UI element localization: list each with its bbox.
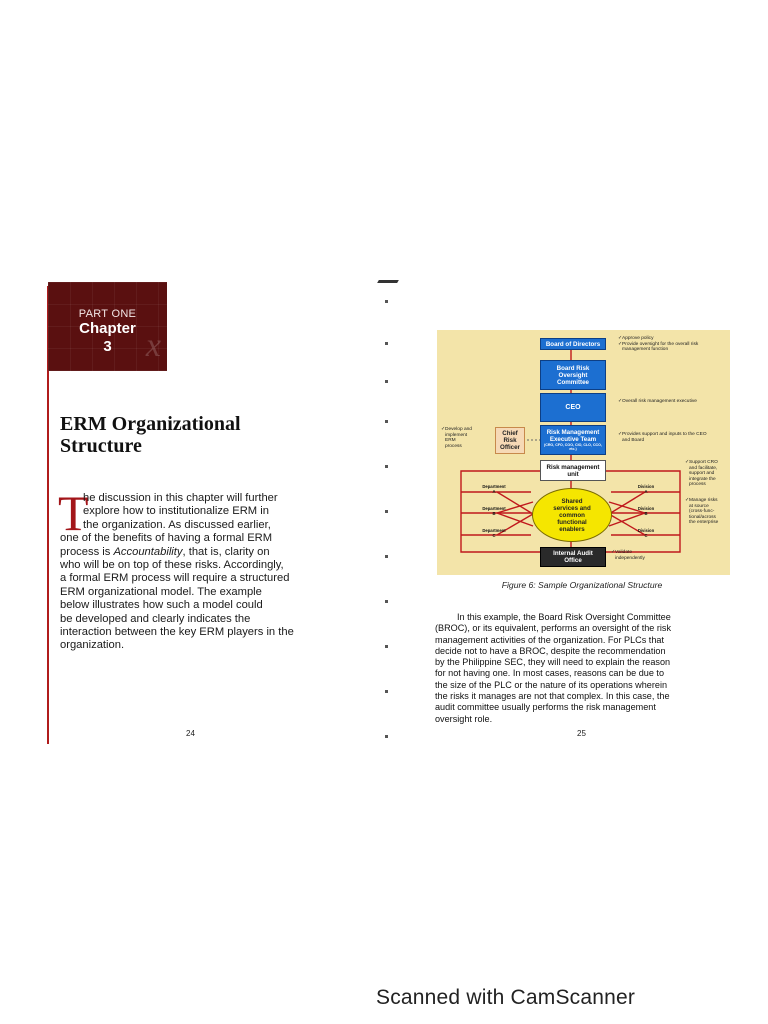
chapter-title-line: ERM Organizational [60,413,241,435]
note-line: (cross-func- [689,509,715,515]
text-line [60,546,328,559]
note-line: process [689,482,706,488]
label-line: B [492,511,496,516]
board-of-directors-box: Board of Directors [540,338,606,350]
box-subline: (CRO, CFO, COO, CIO, CLO, CCO, etc.) [544,442,602,451]
ellipse-line: common [559,511,585,519]
text-line: for not having one. In most cases, reasons can be due to [435,668,664,679]
ceo-note [618,399,728,405]
risk-management-unit-box [540,460,606,481]
chapter-number: 3 [103,338,112,355]
ellipse-line: services and [553,504,591,512]
text-line: ERM organizational model. The example [60,585,262,598]
label-line: A [644,489,648,494]
audit-note [611,550,671,561]
page-number-left: 24 [186,729,195,738]
box-line: unit [567,470,579,478]
box-line: Chief [502,430,518,437]
division-b-label [632,506,660,516]
drop-cap: T [58,485,89,541]
text-line: organization. [60,639,125,652]
ellipse-line: Shared [561,497,583,505]
box-line: Risk Management [546,428,600,436]
emphasis-accountability: Accountability [113,545,183,558]
gutter-mark [385,300,388,303]
chapter-banner [48,282,167,371]
note-line: independently [615,555,645,561]
label-line: C [644,533,648,538]
text-line: who will be on top of these risks. Accordingly, [60,559,284,572]
note-line: management function [622,347,669,353]
note-line: ✓Overall risk management executive [618,399,697,404]
text-line: decide not to have a BROC, despite the recommendation [435,645,666,656]
text-line: below illustrates how such a model could [60,599,263,612]
banner-decoration: x [145,327,161,364]
note-line: and facilitate, [689,465,718,471]
label-line: Division [637,484,655,489]
box-line: Committee [557,378,589,386]
label-line: C [492,533,496,538]
note-line: the enterprise [689,520,719,526]
gutter-mark [385,465,388,468]
text-line: be developed and clearly indicates the [60,612,251,625]
label-line: Department [482,528,506,533]
text-fragment: , that is, clarity on [182,545,270,558]
box-line: Board Risk [556,364,590,372]
gutter-mark [385,342,388,345]
figure-caption: Figure 6: Sample Organizational Structure [501,580,663,590]
text-line: a formal ERM process will require a structured [60,572,290,585]
division-a-label [632,484,660,494]
ellipse-line: enablers [559,525,585,533]
label-line: B [644,511,648,516]
gutter-arrow-mark [377,280,399,283]
text-line: one of the benefits of having a formal ERM [60,532,273,545]
note-line: and Board [622,437,645,443]
right-body-paragraph [435,612,735,725]
label-line: Department [482,484,506,489]
department-a-label [479,484,509,494]
label-line: Department [482,506,506,511]
internal-audit-office-box [540,547,606,567]
text-line: he discussion in this chapter will further [83,492,278,504]
rmet-note [618,432,728,443]
part-label: PART ONE [78,308,137,320]
text-line: by the Philippine SEC, they will need to explain the reason [435,657,671,668]
text-line: In this example, the Board Risk Oversight Committee [457,612,671,622]
gutter-mark [385,645,388,648]
note-line: ✓Provide oversight for the overall risk [618,341,699,347]
org-structure-figure [437,330,730,575]
text-line: the size of the PLC or the nature of its operations wherein [435,679,668,690]
text-line: the organization. As discussed earlier, [83,518,271,531]
chapter-title-line: Structure [60,435,142,457]
divisions-note [685,498,729,526]
text-line: management activities of the organization. For PLCs that [435,634,664,645]
note-line: ✓Validate [611,550,632,555]
intro-paragraph [60,492,328,653]
chapter-title [60,413,330,457]
board-note [618,336,728,353]
camscanner-watermark: Scanned with CamScanner [376,986,636,1009]
box-line: Officer [500,444,520,451]
box-line: Internal Audit [553,550,593,557]
risk-management-executive-team-box [540,425,606,455]
cro-note [441,427,491,449]
note-line: at source [689,503,709,509]
text-line: oversight role. [435,713,493,724]
box-line: Oversight [558,371,588,379]
shared-services-ellipse [532,488,612,542]
chief-risk-officer-box [495,427,525,454]
note-line: ✓Provides support and inputs to the CEO [618,432,707,437]
ceo-box: CEO [540,393,606,422]
text-line: audit committee usually performs the risk management [435,702,656,713]
text-line: (BROC), or its equivalent, performs an oversight of the risk [435,623,672,634]
note-line: ✓Manage risks [685,498,718,503]
note-line: process [445,443,462,449]
text-line: the risks it manages are not that complex. In this case, the [435,691,670,702]
gutter-mark [385,420,388,423]
text-line: explore how to institutionalize ERM in [83,505,269,518]
note-line: implement [445,432,468,438]
gutter-mark [385,600,388,603]
label-line: A [492,489,496,494]
label-line: Division [637,506,655,511]
box-line: Executive Team [549,435,597,443]
gutter-mark [385,380,388,383]
department-b-label [479,506,509,516]
gutter-mark [385,510,388,513]
department-c-label [479,528,509,538]
note-line: ERM [445,438,456,444]
ellipse-line: functional [557,518,587,526]
note-line: tional/across [689,514,716,520]
gutter-mark [385,690,388,693]
gutter-mark [385,735,388,738]
text-fragment: process is [60,545,114,558]
chapter-label: Chapter [79,320,136,337]
box-line: Office [564,557,582,564]
note-line: ✓Approve policy [618,336,654,341]
text-line: interaction between the key ERM players in the [60,626,294,639]
box-line: Risk management [546,463,600,471]
broc-box [540,360,606,390]
division-c-label [632,528,660,538]
gutter-mark [385,555,388,558]
note-line: support and [689,471,715,477]
box-line: Risk [503,437,517,444]
label-line: Division [637,528,655,533]
rmu-note [685,460,729,488]
note-line: ✓Develop and [441,427,472,432]
note-line: integrate the [689,476,716,482]
note-line: ✓Support CRO [685,460,718,465]
page-number-right: 25 [577,729,586,738]
